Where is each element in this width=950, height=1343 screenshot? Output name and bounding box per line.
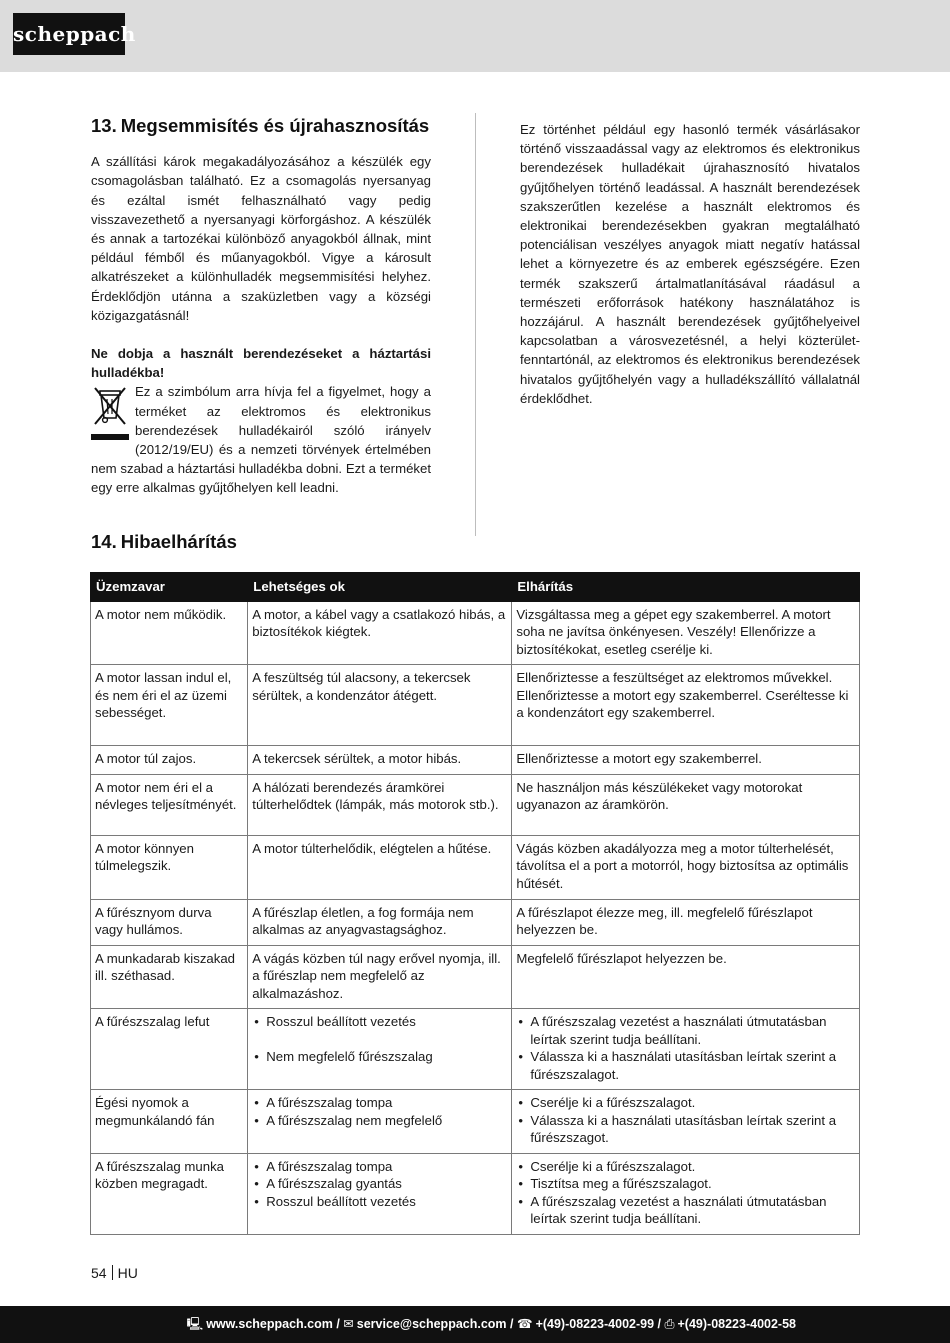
list-item: • Cserélje ki a fűrészszalagot. [516, 1094, 854, 1112]
list-item: • A fűrészszalag tompa [252, 1158, 506, 1176]
remedy-cell: Ellenőriztesse a motort egy szakemberrel. [512, 746, 860, 775]
table-row [91, 774, 860, 835]
list-item: • Cserélje ki a fűrészszalagot. [516, 1158, 854, 1176]
section-13-heading [91, 116, 431, 135]
fault-cell: A motor könnyen túlmelegszik. [91, 835, 248, 899]
remedy-list [516, 1094, 854, 1147]
cause-cell: A fűrészlap életlen, a fog formája nem alkalmas az anyagvastagsághoz. [248, 899, 512, 945]
cause-list [252, 1013, 506, 1065]
remedy-cell [512, 1009, 860, 1090]
remedy-cell: Ellenőriztesse a feszültséget az elektromos művekkel. Ellenőriztesse a motort egy szakemberrel. Cseréltesse ki a kondenzátort egy szakemberrel. [512, 665, 860, 746]
cause-list [252, 1094, 506, 1129]
weee-paragraph: Ez a szimbólum arra hívja fel a figyelmet, hogy a terméket az elektromos és elektronikus berendezések hulladékairól szóló irányelv (2012/19/EU) és a nemzeti törvények értelmében nem szabad a háztartási hulladékba dobni. Ezt a terméket egy erre alkalmas gyűjtőhelyen kell leadni. [91, 384, 431, 496]
list-item: • Rosszul beállított vezetés [252, 1193, 506, 1211]
section-title: Hibaelhárítás [120, 531, 237, 552]
remedy-cell: Megfelelő fűrészlapot helyezzen be. [512, 945, 860, 1009]
table-row [91, 945, 860, 1009]
column-header-remedy: Elhárítás [512, 573, 860, 602]
remedy-list [516, 1158, 854, 1228]
cause-cell [248, 1090, 512, 1154]
table-row [91, 1153, 860, 1234]
email-link[interactable]: service@scheppach.com / [356, 1317, 514, 1331]
list-item: • A fűrészszalag tompa [252, 1094, 506, 1112]
list-item: • Tisztítsa meg a fűrészszalagot. [516, 1175, 854, 1193]
computer-icon: 🖳︎ [186, 1317, 204, 1331]
table-row [91, 601, 860, 665]
mail-icon: ✉︎ [343, 1317, 354, 1331]
cause-list [252, 1158, 506, 1211]
table-row [91, 1009, 860, 1090]
packaging-paragraph: A szállítási károk megakadályozásához a készülék egy csomagolásban található. Ez a csomagolás nyersanyag és ezáltal ismét felhasználható vagy pedig visszavezethető a nyersanyagi körforgáshoz. A készülék és annak a tartozékai különböző anyagokból állnak, mint például fémből és műanyagokból. Vigye a károsult alkatrészeket a különhulladék megsemmisítési helyhez. Érdeklődjön utánna a szaküzletben vagy a községi közigazgatásnál! [91, 154, 431, 323]
fault-cell: A motor nem működik. [91, 601, 248, 665]
recycling-paragraph: Ez történhet például egy hasonló termék vásárlásakor történő visszaadással vagy az elektromos és elektronikus berendezések hulladékait újrahasznosító hivatalos gyűjtőhelyen történő leadással. A használt berendezések szakszerűtlen kezelése a használt elektromos és elektronikai berendezésekben gyakran megtalálható potenciálisan veszélyes anyagok miatt negatív hatással lehet a környezetre és az emberek egészségére. Ezen termék szakszerű ártalmatlanításával ráadásul a természeti erőforrások hatékony használatához is hozzájárul. A használt berendezések gyűjtőhelyeivel kapcsolatban a városvezetésnél, a helyi közterület-fenntartónál, az elektromos és elektronikus berendezések hivatalos gyűjtőhelyén vagy a hulladékszállító vállalatnál érdeklődhet. [520, 122, 860, 406]
table-row [91, 665, 860, 746]
fault-cell: A motor lassan indul el, és nem éri el az üzemi sebességet. [91, 665, 248, 746]
contact-footer-bar [0, 1306, 950, 1343]
cause-cell [248, 1153, 512, 1234]
section-14-heading [91, 531, 237, 553]
weee-block [91, 382, 431, 497]
table-row [91, 746, 860, 775]
fault-cell: A fűrészszalag lefut [91, 1009, 248, 1090]
list-item: • Válassza ki a használati utasításban leírtak szerint a fűrészszagot. [516, 1112, 854, 1147]
remedy-cell [512, 1153, 860, 1234]
fault-cell: A motor túl zajos. [91, 746, 248, 775]
list-item: • A fűrészszalag nem megfelelő [252, 1112, 506, 1130]
cause-cell: A vágás közben túl nagy erővel nyomja, ill. a fűrészlap nem megfelelő az alkalmazáshoz. [248, 945, 512, 1009]
section-title: Megsemmisítés és újrahasznosítás [120, 115, 430, 136]
fault-cell: A motor nem éri el a névleges teljesítményét. [91, 774, 248, 835]
page-separator [112, 1265, 113, 1280]
cause-cell: A motor, a kábel vagy a csatlakozó hibás, a biztosítékok kiégtek. [248, 601, 512, 665]
list-item: • Nem megfelelő fűrészszalag [252, 1048, 506, 1066]
fax-icon: ⎙ [664, 1317, 675, 1331]
fault-cell: Égési nyomok a megmunkálandó fán [91, 1090, 248, 1154]
page-number: 54 [91, 1265, 107, 1281]
remedy-cell: Ne használjon más készülékeket vagy motorokat ugyanazon az áramkörön. [512, 774, 860, 835]
page-footer [91, 1265, 138, 1281]
cause-cell: A motor túlterhelődik, elégtelen a hűtése. [248, 835, 512, 899]
scheppach-logo: scheppach [13, 13, 125, 55]
list-item: • A fűrészszalag vezetést a használati útmutatásban leírtak szerint tudja beállítani. [516, 1013, 854, 1048]
language-code: HU [117, 1265, 138, 1281]
section-13-left-column [91, 116, 431, 498]
website-link[interactable]: www.scheppach.com / [206, 1317, 340, 1331]
list-item: • Rosszul beállított vezetés [252, 1013, 506, 1031]
list-item: • A fűrészszalag gyantás [252, 1175, 506, 1193]
fault-cell: A fűrészszalag munka közben megragadt. [91, 1153, 248, 1234]
remedy-list [516, 1013, 854, 1083]
crossed-out-wheelie-bin-icon [91, 382, 129, 446]
cause-cell: A hálózati berendezés áramkörei túlterhelődtek (lámpák, más motorok stb.). [248, 774, 512, 835]
remedy-cell [512, 1090, 860, 1154]
cause-cell: A feszültség túl alacsony, a tekercsek sérültek, a kondenzátor átégett. [248, 665, 512, 746]
column-header-fault: Üzemzavar [91, 573, 248, 602]
fault-cell: A fűrésznyom durva vagy hullámos. [91, 899, 248, 945]
cause-cell: A tekercsek sérültek, a motor hibás. [248, 746, 512, 775]
remedy-cell: A fűrészlapot élezze meg, ill. megfelelő fűrészlapot helyezzen be. [512, 899, 860, 945]
phone-icon: ☎︎ [516, 1317, 533, 1331]
section-number: 14. [91, 531, 117, 552]
header-bar [0, 0, 950, 72]
remedy-cell: Vágás közben akadályozza meg a motor túlterhelését, távolítsa el a port a motorról, hogy biztosítsa az optimális hűtését. [512, 835, 860, 899]
fax-number: +(49)-08223-4002-58 [677, 1317, 796, 1331]
table-row [91, 1090, 860, 1154]
table-header-row [91, 573, 860, 602]
column-divider [475, 113, 476, 536]
remedy-cell: Vizsgáltassa meg a gépet egy szakemberrel. A motort soha ne javítsa önkényesen. Veszély! Ellenőrizze a biztosítékokat, esetleg cserélje ki. [512, 601, 860, 665]
section-number: 13. [91, 115, 117, 136]
section-13-right-column [520, 120, 860, 408]
list-item: • A fűrészszalag vezetést a használati útmutatásban leírtak szerint tudja beállítani. [516, 1193, 854, 1228]
list-item: • Válassza ki a használati utasításban leírtak szerint a fűrészszalagot. [516, 1048, 854, 1083]
table-row [91, 899, 860, 945]
fault-cell: A munkadarab kiszakad ill. széthasad. [91, 945, 248, 1009]
troubleshooting-table [90, 572, 860, 1235]
table-row [91, 835, 860, 899]
phone-number: +(49)-08223-4002-99 / [535, 1317, 661, 1331]
cause-cell [248, 1009, 512, 1090]
weee-warning-heading: Ne dobja a használt berendezéseket a háztartási hulladékba! [91, 346, 431, 381]
column-header-cause: Lehetséges ok [248, 573, 512, 602]
